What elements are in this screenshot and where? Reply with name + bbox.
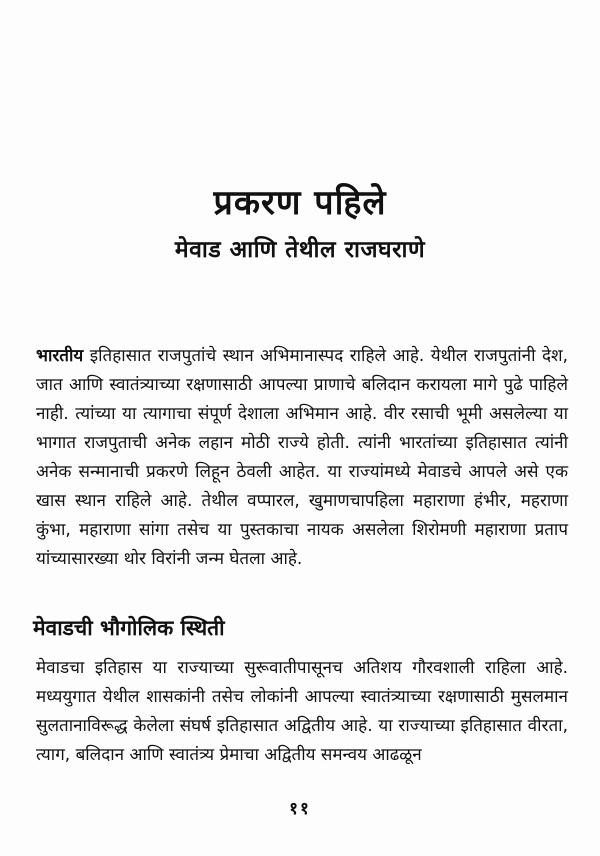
intro-paragraph <box>36 342 568 574</box>
geography-paragraph: मेवाडचा इतिहास या राज्याच्या सुरूवातीपासूनच अतिशय गौरवशाली राहिला आहे. मध्ययुगात येथील शासकांनी तसेच लोकांनी आपल्या स्वातंत्र्याच्या रक्षणासाठी मुसलमान सुलतानाविरूद्ध केलेला संघर्ष इतिहासात अद्वितीय आहे. या राज्याच्या इतिहासात वीरता, त्याग, बलिदान आणि स्वातंत्र्य प्रेमाचा अद्वितीय समन्वय आढळून <box>36 658 568 765</box>
chapter-title: प्रकरण पहिले <box>213 183 387 223</box>
page-number: ११ <box>289 799 311 819</box>
intro-lead-word: भारतीय <box>36 346 84 366</box>
chapter-subtitle: मेवाड आणि तेथील राजघराणे <box>174 237 426 263</box>
section-heading: मेवाडची भौगोलिक स्थिती <box>33 616 225 640</box>
intro-paragraph-text: इतिहासात राजपुतांचे स्थान अभिमानास्पद राहिले आहे. येथील राजपुतांनी देश, जात आणि स्वातंत्र्याच्या रक्षणासाठी आपल्या प्राणाचे बलिदान करायला मागे पुढे पाहिले नाही. त्यांच्या या त्यागाचा संपूर्ण देशाला अभिमान आहे. वीर रसाची भूमी असलेल्या या भागात राजपुताची अनेक लहान मोठी राज्ये होती. त्यांनी भारतांच्या इतिहासात त्यांनी अनेक सन्मानाची प्रकरणे लिहून ठेवली आहेत. या राज्यांमध्ये मेवाडचे आपले असे एक खास स्थान राहिले आहे. तेथील वप्पारल, खुमाणचापहिला महाराणा हंभीर, महराणा कुंभा, महाराणा सांगा तसेच या पुस्तकाचा नायक असलेला शिरोमणी महाराणा प्रताप यांच्यासारख्या थोर विरांनी जन्म घेतला आहे. <box>36 346 568 569</box>
